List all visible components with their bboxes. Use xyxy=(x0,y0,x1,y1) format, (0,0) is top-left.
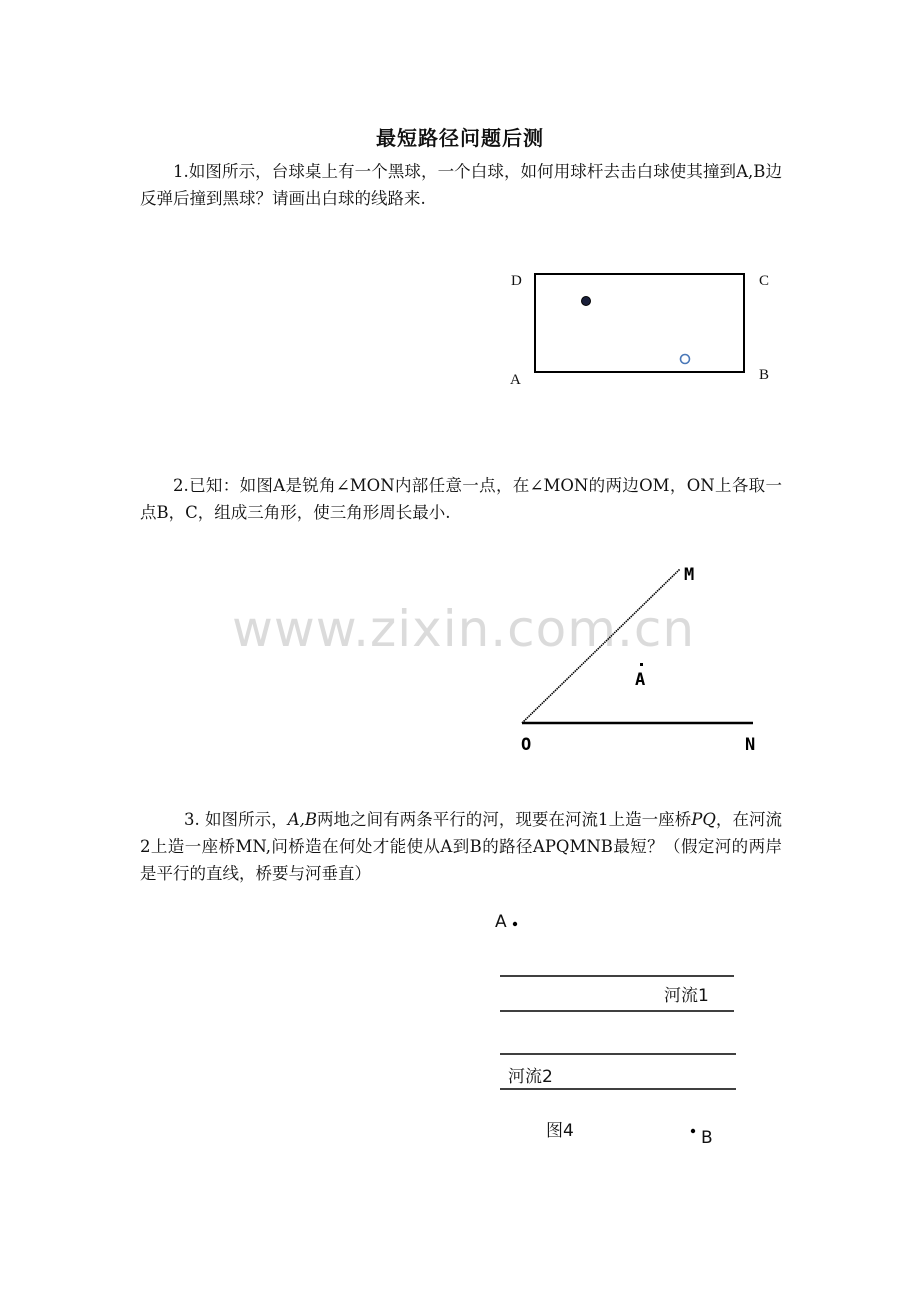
label-A-point: A xyxy=(635,670,646,690)
label-M: M xyxy=(684,565,695,585)
figure-2-angle-mon xyxy=(521,565,755,755)
question-3-rest: ，在河流2上造一座桥MN,问桥造在何处才能使从A到B的路径APQMNB最短？（假定河的两岸是平行的直线，桥要与河垂直） xyxy=(140,810,782,883)
watermark: www.zixin.com.cn xyxy=(232,600,696,658)
point-A-dot xyxy=(513,922,517,926)
label-river-1: 河流1 xyxy=(664,986,709,1006)
question-3-pq: PQ xyxy=(691,810,716,829)
point-B-dot xyxy=(691,1129,695,1133)
label-D: D xyxy=(511,273,522,289)
question-2-text: 2.已知：如图A是锐角∠MON内部任意一点，在∠MON的两边OM，ON上各取一点B，C，组成三角形，使三角形周长最小. xyxy=(140,476,782,522)
question-1-text: 1.如图所示，台球桌上有一个黑球，一个白球，如何用球杆去击白球使其撞到A,B边反弹后撞到黑球？请画出白球的线路来. xyxy=(140,162,782,208)
question-3-prefix: 3. 如图所示， xyxy=(184,810,288,829)
label-B: B xyxy=(759,367,770,383)
label-B: B xyxy=(701,1128,713,1148)
label-N: N xyxy=(745,735,756,755)
point-A-dot xyxy=(640,663,643,666)
table-rectangle xyxy=(535,274,744,372)
ray-OM xyxy=(522,569,680,723)
figure-3-rivers xyxy=(495,912,736,1148)
label-A: A xyxy=(495,912,507,932)
black-ball xyxy=(582,297,591,306)
page-title: 最短路径问题后测 xyxy=(376,126,544,150)
question-3-ab: A,B xyxy=(287,810,317,829)
white-ball xyxy=(681,355,690,364)
question-3-mid: 两地之间有两条平行的河，现要在河流1上造一座桥 xyxy=(316,810,692,829)
figure-caption: 图4 xyxy=(546,1121,574,1141)
label-A: A xyxy=(510,372,521,388)
label-O: O xyxy=(521,735,532,755)
label-C: C xyxy=(759,273,770,289)
figure-1-billiard-table xyxy=(510,273,769,388)
label-river-2: 河流2 xyxy=(508,1067,553,1087)
